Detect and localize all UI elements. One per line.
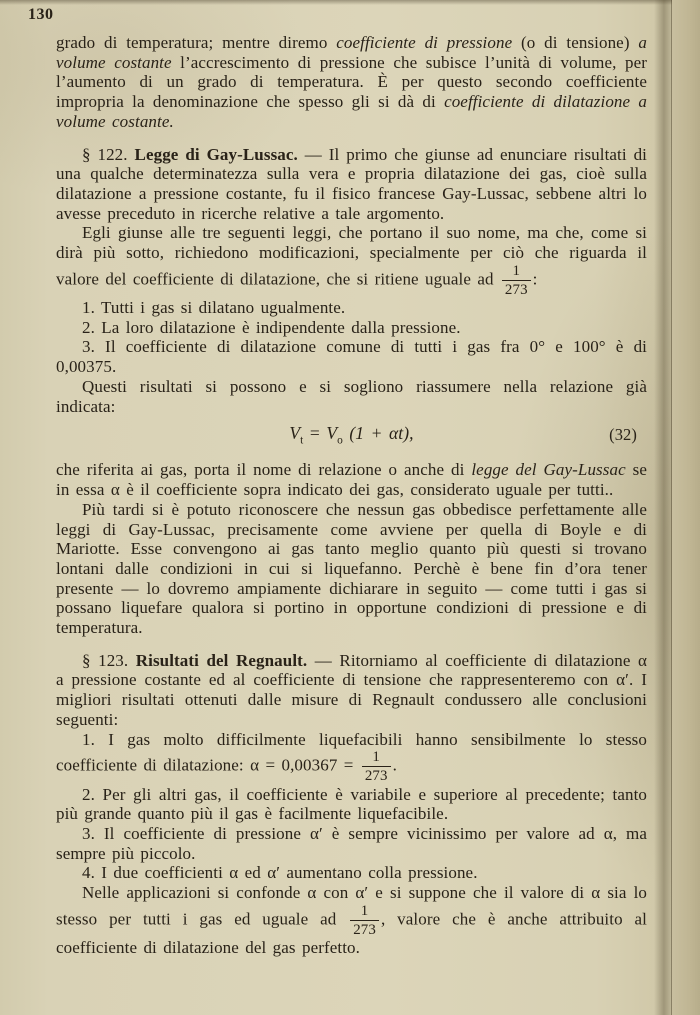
list-item-result-4 <box>56 863 647 883</box>
italic-run: coefficiente di dilatazione a volume costante. <box>56 92 647 131</box>
page-number: 130 <box>28 6 54 23</box>
equation-equals: = <box>303 423 327 444</box>
fraction-1-273 <box>350 903 379 938</box>
equation-expression: (1 + αt), <box>342 423 414 444</box>
fraction-denominator: 273 <box>353 921 376 938</box>
text-run: l’accrescimento di pressione che subisce l’unità di volume, per l’aumento di un grado di temperatura. È per questo secondo coefficiente impropria la denominazione che spesso gli si dà di <box>56 52 647 112</box>
list-item-law-1 <box>56 298 647 318</box>
equation-row <box>56 424 647 451</box>
fraction-1-273 <box>362 749 391 784</box>
fraction-numerator: 1 <box>362 749 391 767</box>
page-top-edge-shadow <box>0 0 700 5</box>
text-run: Il primo che giunse ad enunciare risultati di una qualche determinatezza sulla vera e propria dilatazione dei gas, cioè sulla dilatazione a pressione costante, fu il fisico francese Gay-Lussac, sebbene altri lo avesse preceduto in ricerche relative a tale argomento. <box>56 144 647 223</box>
text-run: 3. Il coefficiente di pressione α′ è sempre vicinissimo per valore ad α, ma sempre più piccolo. <box>56 823 647 863</box>
text-run: . <box>392 755 397 775</box>
italic-run: legge del Gay-Lussac <box>471 460 626 480</box>
list-item-result-2 <box>56 785 647 824</box>
list-item-result-1 <box>56 730 647 785</box>
text-run: Egli giunse alle tre seguenti leggi, che portano il suo nome, ma che, come si dirà più sotto, richiedono modificazioni, specialmente per ciò che riguarda il valore del coefficiente di dilatazione, che si ritiene uguale ad <box>56 223 647 289</box>
text-run: Questi risultati si possono e si sogliono riassumere nella relazione già indicata: <box>56 376 647 416</box>
text-run: 1. Tutti i gas si dilatano ugualmente. <box>82 298 346 318</box>
paragraph <box>56 377 647 416</box>
fraction-denominator: 273 <box>364 768 388 785</box>
section-123 <box>56 651 647 730</box>
adjacent-page-edge <box>672 0 700 1015</box>
equation-subscript: o <box>337 434 343 447</box>
section-number: § 123. <box>82 650 136 670</box>
text-run: 3. Il coefficiente di dilatazione comune di tutti i gas fra 0° e 100° è di 0,00375. <box>56 337 647 377</box>
text-run: Nelle applicazioni si confonde α con α′ e si suppone che il valore di α sia lo stesso per tutti i gas ed uguale ad <box>56 883 647 929</box>
section-number: § 122. <box>82 144 135 164</box>
equation-subscript: t <box>300 434 304 447</box>
fraction-1-273 <box>502 263 531 298</box>
section-122 <box>56 145 647 224</box>
paragraph <box>56 223 647 298</box>
text-run: : <box>532 269 538 289</box>
text-run: che riferita ai gas, porta il nome di relazione o anche di <box>56 460 472 480</box>
fraction-numerator: 1 <box>502 263 531 281</box>
page-text-column <box>56 33 647 958</box>
section-title: Risultati del Regnault. <box>135 650 308 670</box>
list-item-law-2 <box>56 318 647 338</box>
text-run: 2. La loro dilatazione è indipendente dalla pressione. <box>82 317 461 337</box>
italic-run: a volume costante <box>56 33 647 72</box>
section-title: Legge di Gay-Lussac. <box>134 144 298 164</box>
paragraph-continuation <box>56 33 647 132</box>
text-run: 4. I due coefficienti α ed α′ aumentano colla pressione. <box>82 863 478 883</box>
page-edge-shadow <box>654 0 672 1015</box>
fraction-numerator: 1 <box>350 903 379 921</box>
list-item-result-3 <box>56 824 647 863</box>
em-dash: — <box>307 650 340 670</box>
equation-variable: V <box>326 423 338 444</box>
list-item-law-3 <box>56 337 647 376</box>
text-run: (o di tensione) <box>512 33 639 52</box>
text-run: 2. Per gli altri gas, il coefficiente è variabile e superiore al precedente; tanto più grande quanto più il gas è facilmente liquefacibile. <box>56 784 647 824</box>
equation-32 <box>289 423 414 447</box>
em-dash: — <box>297 144 329 164</box>
equation-number: (32) <box>609 425 637 445</box>
paragraph <box>56 460 647 499</box>
text-run: Più tardi si è potuto riconoscere che nessun gas obbedisce perfettamente alle leggi di Gay-Lussac, precisamente come avviene per quella di Boyle e di Mariotte. Esse convengono ai gas tanto meglio quanto più questi si trovano lontani dalle condizioni in cui si liquefanno. Perchè è bene fin d’ora tener presente — lo dovremo ampiamente dichiarare in seguito — come tutti i gas si possano liquefare qualora si portino in opportune condizioni di pressione e di temperatura. <box>56 499 647 638</box>
text-run: , valore che è anche attribuito al coefficiente di dilatazione del gas perfetto. <box>56 909 647 958</box>
text-run: se in essa α è il coefficiente sopra indicato dei gas, considerato uguale per tutti.. <box>56 460 647 500</box>
paragraph <box>56 500 647 638</box>
text-run: grado di temperatura; mentre diremo <box>56 33 337 52</box>
paragraph <box>56 883 647 958</box>
italic-run: coefficiente di pressione <box>336 33 513 52</box>
equation-variable: V <box>289 423 301 444</box>
fraction-denominator: 273 <box>504 281 528 298</box>
text-run: 1. I gas molto difficilmente liquefacibili hanno sensibilmente lo stesso coefficiente di dilatazione: α = 0,00367 = <box>56 729 647 775</box>
text-run: Ritorniamo al coefficiente di dilatazione α a pressione costante ed al coefficiente di tensione che rappresenteremo con α′. I migliori risultati ottenuti dalle misure di Regnault condussero alle conclusioni seguenti: <box>56 650 648 729</box>
